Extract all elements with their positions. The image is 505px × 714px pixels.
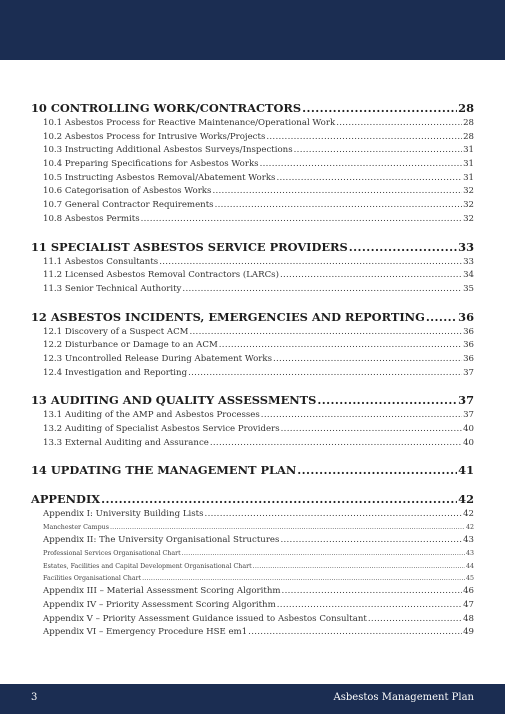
toc-entry-row[interactable] bbox=[31, 522, 474, 534]
toc-entry-row[interactable] bbox=[31, 437, 474, 451]
footer-band bbox=[0, 684, 505, 714]
toc-dot-leader bbox=[349, 239, 457, 256]
toc-entry-title: 10.6 Categorisation of Asbestos Works bbox=[43, 186, 212, 197]
toc-page-number: 34 bbox=[463, 270, 474, 281]
toc-page-number: 31 bbox=[463, 159, 474, 170]
toc-entry-row[interactable] bbox=[31, 172, 474, 186]
toc-entry-row[interactable] bbox=[31, 353, 474, 367]
toc-entry-row[interactable] bbox=[31, 269, 474, 283]
toc-entry-row[interactable] bbox=[31, 613, 474, 627]
toc-dot-leader bbox=[317, 392, 457, 409]
toc-entry-title: 10.5 Instructing Asbestos Removal/Abatement Works bbox=[43, 172, 276, 183]
toc-entry-row[interactable] bbox=[31, 199, 474, 213]
toc-entry-title: 13.3 External Auditing and Assurance bbox=[43, 437, 209, 448]
toc-entry-row[interactable] bbox=[31, 117, 474, 131]
toc-dot-leader bbox=[266, 131, 462, 145]
toc-entry-row[interactable] bbox=[31, 213, 474, 227]
toc-page-number: 37 bbox=[463, 410, 474, 421]
toc-entry-title: 13.2 Auditing of Specialist Asbestos Service Providers bbox=[43, 424, 280, 434]
toc-dot-leader bbox=[368, 613, 462, 627]
toc-page-number: 32 bbox=[463, 200, 474, 211]
toc-entry-title: Professional Services Organisational Chart bbox=[43, 550, 181, 558]
toc-entry-title: Estates, Facilities and Capital Development Organisational Chart bbox=[43, 562, 252, 570]
toc-page-number: 42 bbox=[463, 509, 474, 520]
toc-entry-row[interactable] bbox=[31, 185, 474, 199]
toc-entry-title: 14 UPDATING THE MANAGEMENT PLAN bbox=[31, 463, 297, 478]
toc-page-number: 46 bbox=[463, 586, 474, 597]
toc-dot-leader bbox=[336, 117, 462, 131]
toc-entry-title: 12 ASBESTOS INCIDENTS, EMERGENCIES AND REPORTING bbox=[31, 309, 425, 324]
toc-dot-leader bbox=[297, 462, 457, 479]
toc-dot-leader bbox=[426, 309, 457, 326]
toc-page-number: 33 bbox=[463, 256, 474, 267]
toc-entry-title: Appendix V – Priority Assessment Guidance issued to Asbestos Consultant bbox=[43, 613, 367, 624]
toc-page-number: 44 bbox=[465, 562, 474, 570]
toc-dot-leader bbox=[280, 534, 462, 548]
toc-page-number: 37 bbox=[463, 367, 474, 378]
toc-entry-row[interactable] bbox=[31, 599, 474, 613]
toc-page-number: 35 bbox=[463, 283, 474, 294]
toc-entry-row[interactable] bbox=[31, 144, 474, 158]
toc-dot-leader bbox=[142, 573, 465, 585]
toc-page-number: 48 bbox=[463, 613, 474, 624]
toc-entry-row[interactable] bbox=[31, 534, 474, 548]
toc-page-number: 28 bbox=[458, 101, 474, 115]
toc-gap bbox=[31, 450, 474, 462]
toc-dot-leader bbox=[182, 283, 462, 297]
toc-dot-leader bbox=[205, 508, 463, 522]
toc-entry-row[interactable] bbox=[31, 573, 474, 585]
toc-page-number: 32 bbox=[463, 213, 474, 224]
toc-entry-row[interactable] bbox=[31, 561, 474, 573]
toc-dot-leader bbox=[159, 256, 462, 270]
toc-page-number: 43 bbox=[465, 550, 474, 558]
toc-dot-leader bbox=[277, 599, 462, 613]
toc-page-number: 31 bbox=[463, 145, 474, 156]
toc-page-number: 49 bbox=[463, 627, 474, 638]
toc-dot-leader bbox=[110, 522, 465, 534]
toc-section-row[interactable] bbox=[31, 462, 474, 479]
toc-section-row[interactable] bbox=[31, 392, 474, 409]
toc-page-number: 40 bbox=[463, 424, 474, 434]
toc-dot-leader bbox=[261, 409, 462, 423]
toc-entry-row[interactable] bbox=[31, 548, 474, 560]
toc-entry-title: Appendix II: The University Organisational Structures bbox=[43, 535, 280, 546]
toc-section-row[interactable] bbox=[31, 491, 474, 508]
toc-page-number: 33 bbox=[458, 239, 474, 254]
toc-dot-leader bbox=[212, 185, 462, 199]
toc-entry-title: 13 AUDITING AND QUALITY ASSESSMENTS bbox=[31, 393, 317, 408]
toc-entry-row[interactable] bbox=[31, 283, 474, 297]
toc-page-number: 47 bbox=[463, 600, 474, 610]
toc-page-number: 28 bbox=[463, 118, 474, 128]
toc-page-number: 45 bbox=[465, 574, 474, 582]
toc-page-number: 36 bbox=[463, 340, 474, 351]
toc-entry-row[interactable] bbox=[31, 256, 474, 270]
toc-entry-title: 10 CONTROLLING WORK/CONTRACTORS bbox=[31, 101, 302, 115]
toc-page-number: 37 bbox=[458, 393, 474, 408]
toc-dot-leader bbox=[188, 367, 462, 381]
toc-entry-title: 10.7 General Contractor Requirements bbox=[43, 200, 214, 211]
toc-entry-row[interactable] bbox=[31, 508, 474, 522]
toc-gap bbox=[31, 380, 474, 392]
toc-entry-row[interactable] bbox=[31, 585, 474, 599]
toc-entry-row[interactable] bbox=[31, 131, 474, 145]
toc-page-number: 31 bbox=[463, 172, 474, 183]
toc-page-number: 43 bbox=[463, 535, 474, 546]
toc-section-row[interactable] bbox=[31, 100, 474, 117]
toc-entry-title: 11 SPECIALIST ASBESTOS SERVICE PROVIDERS bbox=[31, 239, 348, 254]
toc-dot-leader bbox=[282, 585, 463, 599]
toc-entry-title: 13.1 Auditing of the AMP and Asbestos Processes bbox=[43, 410, 260, 421]
toc-entry-title: 10.8 Asbestos Permits bbox=[43, 213, 140, 224]
toc-dot-leader bbox=[253, 561, 465, 573]
toc-entry-title: 12.1 Discovery of a Suspect ACM bbox=[43, 326, 189, 337]
toc-dot-leader bbox=[280, 269, 462, 283]
toc-entry-row[interactable] bbox=[31, 626, 474, 640]
toc-entry-title: 10.4 Preparing Specifications for Asbestos Works bbox=[43, 159, 259, 170]
toc-entry-title: Manchester Campus bbox=[43, 524, 109, 532]
toc-page-number: 42 bbox=[458, 492, 474, 507]
page-number: 3 bbox=[31, 692, 38, 703]
toc-entry-row[interactable] bbox=[31, 158, 474, 172]
toc-dot-leader bbox=[182, 548, 465, 560]
toc-dot-leader bbox=[276, 172, 462, 186]
toc-gap bbox=[31, 297, 474, 309]
document-title: Asbestos Management Plan bbox=[333, 692, 474, 703]
toc-entry-title: APPENDIX bbox=[31, 492, 101, 507]
toc-entry-title: Appendix VI – Emergency Procedure HSE em1 bbox=[43, 627, 248, 638]
toc-gap bbox=[31, 227, 474, 239]
toc-page-number: 41 bbox=[458, 463, 474, 478]
toc-dot-leader bbox=[210, 437, 462, 451]
toc-page-number: 28 bbox=[463, 131, 474, 142]
toc-dot-leader bbox=[248, 626, 462, 640]
toc-dot-leader bbox=[281, 423, 462, 437]
toc-page-number: 42 bbox=[465, 524, 474, 532]
toc-entry-row[interactable] bbox=[31, 326, 474, 340]
toc-dot-leader bbox=[260, 158, 462, 172]
toc-entry-row[interactable] bbox=[31, 339, 474, 353]
toc-dot-leader bbox=[141, 213, 462, 227]
toc-section-row[interactable] bbox=[31, 239, 474, 256]
toc-entry-title: Facilities Organisational Chart bbox=[43, 574, 142, 582]
toc-gap bbox=[31, 479, 474, 491]
toc-entry-row[interactable] bbox=[31, 409, 474, 423]
toc-entry-title: Appendix IV – Priority Assessment Scoring Algorithm bbox=[43, 600, 276, 610]
toc-page-number: 36 bbox=[463, 326, 474, 337]
toc-dot-leader bbox=[101, 491, 457, 508]
toc-entry-title: 10.2 Asbestos Process for Intrusive Works/Projects bbox=[43, 131, 266, 142]
toc-entry-row[interactable] bbox=[31, 367, 474, 381]
toc-dot-leader bbox=[215, 199, 462, 213]
toc-entry-title: 11.3 Senior Technical Authority bbox=[43, 283, 182, 294]
toc-page-number: 32 bbox=[463, 186, 474, 197]
toc-entry-title: 10.1 Asbestos Process for Reactive Maintenance/Operational Work bbox=[43, 118, 336, 128]
toc-dot-leader bbox=[189, 326, 462, 340]
toc-entry-title: Appendix III – Material Assessment Scoring Algorithm bbox=[43, 586, 281, 597]
toc-entry-title: 11.1 Asbestos Consultants bbox=[43, 256, 159, 267]
toc-dot-leader bbox=[302, 100, 457, 117]
toc-page-number: 36 bbox=[458, 309, 474, 324]
toc-entry-title: 10.3 Instructing Additional Asbestos Surveys/Inspections bbox=[43, 145, 293, 156]
toc-page-number: 40 bbox=[463, 437, 474, 448]
toc-entry-title: 12.2 Disturbance or Damage to an ACM bbox=[43, 340, 218, 351]
toc-dot-leader bbox=[294, 144, 462, 158]
table-of-contents bbox=[31, 100, 474, 640]
toc-entry-title: 12.4 Investigation and Reporting bbox=[43, 367, 188, 378]
toc-entry-title: 12.3 Uncontrolled Release During Abatement Works bbox=[43, 353, 272, 364]
toc-entry-row[interactable] bbox=[31, 423, 474, 437]
toc-entry-title: Appendix I: University Building Lists bbox=[43, 509, 204, 520]
toc-dot-leader bbox=[219, 339, 462, 353]
toc-dot-leader bbox=[273, 353, 462, 367]
toc-entry-title: 11.2 Licensed Asbestos Removal Contractors (LARCs) bbox=[43, 270, 279, 281]
toc-section-row[interactable] bbox=[31, 309, 474, 326]
header-band bbox=[0, 0, 505, 60]
toc-page-number: 36 bbox=[463, 353, 474, 364]
